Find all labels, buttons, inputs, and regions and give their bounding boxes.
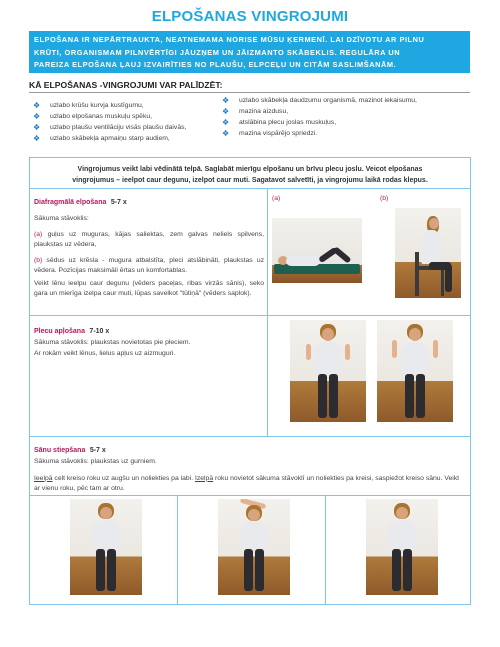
banner-line: PAREIZA ELPOŠANA ĻAUJ IZVAIRĪTIES NO PLAUŠU, ELPCEĻU UN CITĀM SASLIMŠANĀM. xyxy=(34,60,397,69)
exercise-name: Diafragmālā elpošana xyxy=(34,199,107,206)
exercise-description: Ieelpā celt kreiso roku uz augšu un noliekties pa labi. Izelpā roku novietot sākuma stāvoklī un noliekties pa kreisi, saspiežot kreiso sānu. Veikt ar vienu roku, pēc tam ar otru. xyxy=(34,474,460,492)
photo-label-b: (b) xyxy=(380,195,389,202)
position-a: (a) guļus uz muguras, kājas saliektas, zem galvas neliels spilvens, plaukstas uz vēdera, xyxy=(34,230,264,248)
exercise-side-stretch xyxy=(34,439,466,495)
start-position: Sākuma stāvoklis: xyxy=(34,215,89,222)
banner-line: ELPOŠANA IR NEPĀRTRAUKTA, NEATNEMAMA NORISE MŪSU ĶERMENĪ. LAI DZĪVOTU AR PILNU xyxy=(34,35,425,44)
diamond-bullet-icon: ❖ xyxy=(222,107,230,116)
benefits-list-left xyxy=(33,100,186,144)
divider xyxy=(29,92,470,93)
photo-side-stretch-2 xyxy=(218,499,290,595)
diamond-bullet-icon: ❖ xyxy=(222,129,230,138)
column-divider xyxy=(177,495,178,605)
photo-side-stretch-3 xyxy=(366,499,438,595)
start-position: Sākuma stāvoklis: plaukstas uz gurniem. xyxy=(34,458,157,465)
list-item: ❖ atslābina plecu joslas muskuļus, xyxy=(222,118,337,127)
row-divider xyxy=(30,188,470,189)
row-divider xyxy=(30,315,470,316)
exercise-name: Plecu apļošana xyxy=(34,328,85,335)
diamond-bullet-icon: ❖ xyxy=(33,101,41,110)
photo-sitting-exercise xyxy=(395,208,461,298)
diamond-bullet-icon: ❖ xyxy=(33,123,41,132)
row-divider xyxy=(30,436,470,437)
position-b: (b) sēdus uz krēsla - mugura atbalstīta, pleci atslābināti, plaukstas uz vēdera. Pozīcijas maksimāli ērtas un komfortablas. xyxy=(34,256,264,274)
photo-shoulder-circles-1 xyxy=(290,320,366,422)
benefits-list-right xyxy=(222,95,417,139)
intro-banner xyxy=(29,31,470,73)
photo-label-a: (a) xyxy=(272,195,281,202)
list-item: ❖ uzlabo krūšu kurvja kustīgumu, xyxy=(33,101,144,110)
exercise-intro: Vingrojumus veikt labi vēdinātā telpā. Saglabāt mierīgu elpošanu un brīvu plecu joslu. Veicot elpošanas vingrojumus – ieelpot caur degunu, izelpot caur muti. Sagatavot salvetīti, ja vingrojumu laikā rodas klepus. xyxy=(72,166,428,184)
column-divider xyxy=(325,495,326,605)
column-divider xyxy=(267,188,268,436)
list-item: ❖ uzlabo skābekļa daudzumu organismā, mazinot iekaisumu, xyxy=(222,96,417,105)
diamond-bullet-icon: ❖ xyxy=(33,134,41,143)
start-position: Sākuma stāvoklis: plaukstas novietotas pie pleciem. xyxy=(34,339,191,346)
benefits-heading: KĀ ELPOŠANAS -VINGROJUMI VAR PALĪDZĒT: xyxy=(29,80,223,90)
diamond-bullet-icon: ❖ xyxy=(222,96,230,105)
list-item: ❖ uzlabo elpošanas muskuļu spēku, xyxy=(33,112,153,121)
list-item: ❖ uzlabo plaušu ventilāciju visās plaušu daivās, xyxy=(33,123,187,132)
list-item: ❖ uzlabo skābekļa apmaiņu starp audiem, xyxy=(33,134,170,143)
photo-side-stretch-1 xyxy=(70,499,142,595)
exercise-shoulder-circles xyxy=(34,320,264,359)
exercise-reps: 5-7 x xyxy=(89,447,106,454)
photo-shoulder-circles-2 xyxy=(377,320,453,422)
list-item: ❖ mazina aizdusu, xyxy=(222,107,289,116)
exercise-description: Ar rokām veikt lēnus, lielus apļus uz aizmuguri. xyxy=(34,349,176,357)
diamond-bullet-icon: ❖ xyxy=(33,112,41,121)
banner-line: KRŪTI, ORGANISMAM PILNVĒRTĪGI JĀUZŅEM UN JĀIZMANTO SKĀBEKLIS. REGULĀRA UN xyxy=(34,47,401,57)
exercise-reps: 7-10 x xyxy=(89,328,110,335)
diamond-bullet-icon: ❖ xyxy=(222,118,230,127)
page-title: ELPOŠANAS VINGROJUMI xyxy=(151,8,349,25)
exercise-diaphragm xyxy=(34,191,264,300)
row-divider xyxy=(30,495,470,496)
exercise-description: Veikt lēnu ieelpu caur degunu (vēders paceļas, ribas virzās sānis), seko gara un mierīga izelpa caur muti, lūpas savelkot "tūtiņā" (vēders saplok). xyxy=(34,279,264,297)
exercise-table xyxy=(29,157,471,605)
list-item: ❖ mazina vispārējo spriedzi. xyxy=(222,129,318,138)
exercise-reps: 5-7 x xyxy=(110,199,127,206)
exercise-name: Sānu stiepšana xyxy=(34,447,86,454)
photo-lying-exercise xyxy=(272,218,362,283)
